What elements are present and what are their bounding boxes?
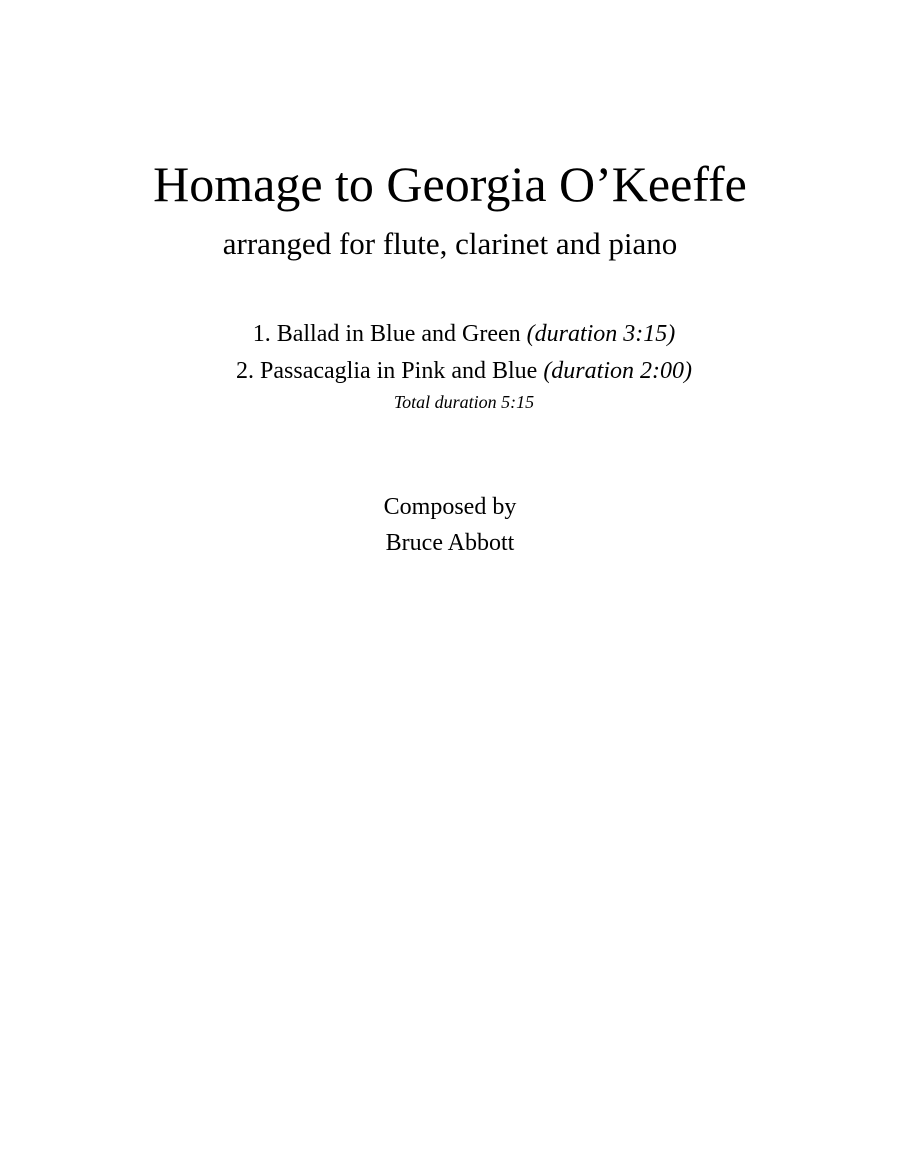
instrumentation-subtitle: arranged for flute, clarinet and piano bbox=[222, 226, 678, 261]
composer-name: Bruce Abbott bbox=[385, 530, 515, 556]
movement-list bbox=[0, 316, 900, 414]
total-duration: Total duration 5:15 bbox=[393, 392, 535, 412]
movement-name: 2. Passacaglia in Pink and Blue bbox=[236, 358, 544, 384]
composer-credit bbox=[0, 489, 900, 561]
movement-item bbox=[0, 316, 900, 353]
work-title: Homage to Georgia O’Keeffe bbox=[153, 156, 747, 212]
movement-duration: (duration 2:00) bbox=[543, 358, 692, 384]
movement-name: 1. Ballad in Blue and Green bbox=[252, 321, 527, 347]
movement-item bbox=[0, 353, 900, 390]
movement-duration: (duration 3:15) bbox=[526, 321, 676, 347]
credit-label: Composed by bbox=[383, 494, 517, 520]
